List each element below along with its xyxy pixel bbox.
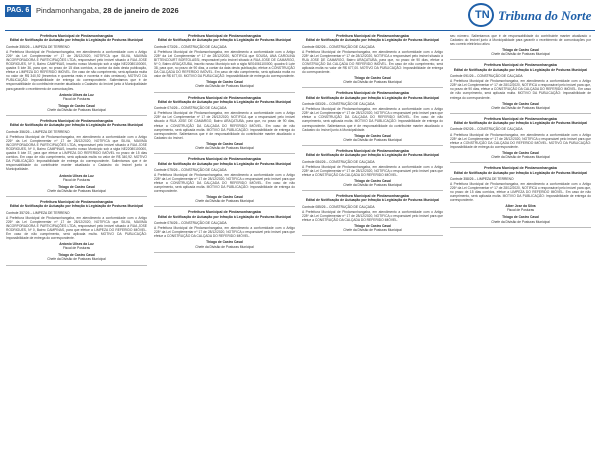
notice-title: Prefeitura Municipal de Pindamonhangaba [336,34,409,38]
notice-subtitle: Edital de Notificação de Autuação por Infração à Legislação de Posturas Municipal [453,170,588,175]
notice-subtitle: Edital de Notificação de Autuação por Infração à Legislação de Posturas Municipal [305,153,440,158]
notice-role: Chefe da Divisão de Posturas Municipal [195,84,254,89]
notice-subtitle: Edital de Notificação de Autuação por Infração à Legislação de Posturas Municipal [9,38,144,43]
notice [154,34,295,93]
notice-role: Chefe da Divisão de Posturas Municipal [491,52,550,57]
notice-signature: Antonio Ulises da Luz [59,173,94,178]
notice-title: Prefeitura Municipal de Pindamonhangaba [484,116,557,121]
notice [302,91,443,145]
notice-subtitle: Edital de Notificação de Autuação por Infração à Legislação de Posturas Municipal [305,38,440,43]
logo-text: Tribuna do Norte [498,8,592,23]
notice-body: A Prefeitura Municipal de Pindamonhangaba, em atendimento a conformidade com o Artigo 228º da Lei Complementar nº 17 de 28/12/2020, NOTIFICA o responsável pelo imóvel para que efetue a CONSTRUÇÃO DA CALÇADA DO REFERIDO IMÓVEL. [154,226,295,239]
notice-title: Prefeitura Municipal de Pindamonhangaba [336,148,409,153]
notice [450,117,591,163]
notice-role-2: Chefe da Divisão de Posturas Municipal [47,257,106,262]
notice [302,34,443,88]
notice-divider [450,59,591,60]
column-1 [6,34,147,448]
notice-subtitle: Edital de Notificação de Autuação por Infração à Legislação de Posturas Municipal [157,161,292,166]
notice-signature: Thiago de Castro Casal [502,150,539,155]
notice-body: A Prefeitura Municipal de Pindamonhangaba, em atendimento a conformidade com o Artigo 228º da Lei Complementar nº 17 de 28/12/2020, NOTIFICA o responsável pelo imóvel situado à RUA JOSE DE CAMARGO, Bairro ARAÇATUBA, para que, no prazo de 90 dias, efetue a CONSTRUÇÃO DA CALÇADA DO REFERIDO IMÓVEL. Em caso de não cumprimento, será aplicada multa no valor de R$ 677,00. MOTIVO DA PUBLICAÇÃO: Impossibilidade de entrega do correspondente. [302,49,443,75]
notice-divider [450,227,591,228]
notice-divider [450,162,591,163]
notice-divider [6,115,147,116]
notice-body: A Prefeitura Municipal de Pindamonhangaba, em atendimento a conformidade com o Artigo 228º da Lei Complementar nº 17 de 28/12/2020, NOTIFICA o responsável pelo imóvel para que, no prazo de 90 dias, efetue a CONSTRUÇÃO DA CALÇADA DO REFERIDO IMÓVEL. Em caso de não cumprimento, será aplicada multa. MOTIVO DA PUBLICAÇÃO: Impossibilidade de entrega do correspondente. [450,79,591,100]
notice-title: Prefeitura Municipal de Pindamonhangaba [336,194,409,199]
notice [450,34,591,60]
notice-control: Controle 074/26 – CONSTRUÇÃO DE CALÇADA [154,106,227,111]
notice-subtitle: Edital de Notificação de Autuação por Infração à Legislação de Posturas Municipal [157,214,292,219]
notice-signature-2: Thiago de Castro Casal [502,215,539,220]
notice-role: Chefe da Divisão de Posturas Municipal [195,146,254,150]
notice-signature: Thiago de Castro Casal [354,76,391,81]
column-2 [154,34,295,448]
notice-body: A Prefeitura Municipal de Pindamonhangaba, em atendimento a conformidade com o Artigo 228º da Lei Complementar nº 17 de 28/12/2020, NOTIFICA o responsável pelo imóvel para que efetue a CONSTRUÇÃO DA CALÇADA DO REFERIDO IMÓVEL. Em caso de não cumprimento, será aplicada multa. MOTIVO DA PUBLICAÇÃO: Impossibilidade de entrega do correspondente. Salientamos que é de responsabilidade do contribuinte manter atualizado o Cadastro do Imóvel junto à Municipalidade. [302,107,443,132]
notice [6,200,147,266]
notice-role: Chefe da Divisão de Posturas Municipal [491,155,550,159]
notice-role: Chefe da Divisão de Posturas Municipal [195,244,254,249]
notice-subtitle: Edital de Notificação de Autuação por Infração à Legislação de Posturas Municipal [305,95,440,100]
notice-subtitle: Edital de Notificação de Autuação por Infração à Legislação de Posturas Municipal [9,123,144,128]
notice-control: Controle 358/26 – LIMPEZA DE TERRENO [450,176,514,181]
notice-control: Controle 083/26 – CONSTRUÇÃO DE CALÇADA [302,102,375,107]
notice-title: Prefeitura Municipal de Pindamonhangaba [40,119,113,124]
notice-signature: Thiago de Castro Casal [206,80,243,85]
notice-title: Prefeitura Municipal de Pindamonhangaba [484,166,557,171]
notice-signature: Thiago de Castro Casal [206,141,243,146]
notice-subtitle: Edital de Notificação de Autuação por Infração à Legislação de Posturas Municipal [157,38,292,43]
notice-divider [154,153,295,154]
notice [6,34,147,116]
notice-divider [154,92,295,93]
notice-divider [302,87,443,88]
notice-signature: Antonio Ulises da Luz [59,242,94,247]
notice-signature: Alber Jose da Silva [505,204,536,209]
notice-signature-2: Thiago de Castro Casal [58,184,95,189]
notice-title: Prefeitura Municipal de Pindamonhangaba [188,95,261,100]
notice-role-2: Chefe da Divisão de Posturas Municipal [47,188,106,193]
page-number-badge: PAG. 6 [5,5,31,17]
edition-line [36,5,179,17]
notice-signature: Thiago de Castro Casal [502,101,539,106]
notice-title: Prefeitura Municipal de Pindamonhangaba [336,91,409,96]
notice-body: A Prefeitura Municipal de Pindamonhangaba, em atendimento a conformidade com o Artigo 228º da Lei Complementar nº 17 de 28/12/2020, NOTIFICA o responsável pelo imóvel para que efetue a CONSTRUÇÃO DA CALÇADA DO REFERIDO IMÓVEL. [302,209,443,222]
notice-role: Fiscal de Posturas [506,208,535,213]
notice-title: Prefeitura Municipal de Pindamonhangaba [40,199,113,204]
notice-control: Controle 355/26 – LIMPEZA DE TERRENO [6,44,70,49]
notice-divider [450,113,591,114]
notice-control: Controle 084/26 – CONSTRUÇÃO DE CALÇADA [302,159,375,164]
notice-signature-2: Thiago de Castro Casal [58,253,95,258]
notice-control: Controle 076/26 – CONSTRUÇÃO DE CALÇADA [154,221,227,226]
notice-signature: Thiago de Castro Casal [206,240,243,245]
notice-control: Controle 092/26 – CONSTRUÇÃO DE CALÇADA [450,127,523,132]
notice-divider [154,206,295,207]
notice-body: A Prefeitura Municipal de Pindamonhangaba, em atendimento a conformidade com o Artigo 228º da Lei Complementar nº 17 de 28/12/2020, NOTIFICA que SOUSA, ANA CAROLINA BITTENCOURT BORTOLASSI, responsável pelo imóvel situado à RUA JOSE DE CAMARGO, Nº 0, Bairro ARAÇATUBA, inscrito nosso Município sob a sigla NE04061100000, quadra 6 Lote 38, para que, no prazo de 90 dias, a contar da data desta publicação, efetue a CONSTRUÇÃO DA CALÇADA DO REFERIDO IMÓVEL. Em caso de não cumprimento, será aplicada multa no valor de R$ 677,00. MOTIVO DA PUBLICAÇÃO: Impossibilidade de entrega do correspondente. [154,49,295,79]
notice-subtitle: Edital de Notificação de Autuação por Infração à Legislação de Posturas Municipal [9,204,144,209]
notice-signature: Thiago de Castro Casal [354,178,391,183]
notice-subtitle: Edital de Notificação de Autuação por Infração à Legislação de Posturas Municipal [453,67,588,72]
notice [154,210,295,252]
notice-divider [154,252,295,253]
notice-signature: Thiago de Castro Casal [354,133,391,138]
notice-signature-2: Thiago de Castro Casal [58,103,95,108]
notice [302,194,443,236]
notice-title: Prefeitura Municipal de Pindamonhangaba [40,34,113,38]
notice-role: Fiscal de Posturas [62,177,91,182]
notice [154,157,295,207]
notice-body: A Prefeitura Municipal de Pindamonhangaba, em atendimento a conformidade com o Artigo 226º da Lei Complementar nº 17 de 28/12/2020, NOTIFICA que SILVA, MAXIMA INCORPORADORA E PARTICIPAÇÕES LTDA, responsável pelo imóvel situado à RUA JOSE RODRIGUES, Nº 0, Bairro CAMPINAS, inscrito nosso Município sob a sigla NE22080100000, quadra 5 lote 37, para que efetue a LIMPEZA DO REFERIDO IMÓVEL no prazo de 15 dias corridos. Em caso de não cumprimento, será aplicada multa no valor de R$ 340,92. MOTIVO DA PUBLICAÇÃO: Impossibilidade de entrega do correspondente. Salientamos que é de responsabilidade do contribuinte manter atualizado o Cadastro do Imóvel junto à Municipalidade. [6,134,147,172]
notice-divider [302,235,443,236]
notice-subtitle: Edital de Notificação de Autuação por Infração à Legislação de Posturas Municipal [453,121,588,126]
notice-subtitle: Edital de Notificação de Autuação por Infração à Legislação de Posturas Municipal [157,99,292,104]
notice-role: Chefe da Divisão de Posturas Municipal [195,199,254,204]
notice-body: A Prefeitura Municipal de Pindamonhangaba, em atendimento a conformidade com o Artigo 228º da Lei Complementar nº 17 de 28/12/2020, NOTIFICA o responsável pelo imóvel para que efetue a CONSTRUÇÃO DA CALÇADA DO REFERIDO IMÓVEL. MOTIVO DA PUBLICAÇÃO: Impossibilidade de entrega do correspondente. [450,132,591,149]
notice [450,166,591,228]
notice-body: A Prefeitura Municipal de Pindamonhangaba, em atendimento a conformidade com o Artigo 226º da Lei Complementar nº 17 de 28/12/2020, NOTIFICA que SILVA, MAXIMA INCORPORADORA E PARTICIPAÇÕES LTDA, responsável pelo imóvel situado à RUA JOSE RODRIGUES, Nº 0, Bairro CAMPINAS, inscrito nosso Município sob a sigla NE22080100000, quadra 5 lote 36, para que, no prazo de 15 dias corridos, a contar da data desta publicação, efetue a LIMPEZA DO REFERIDO IMÓVEL. Em caso de não cumprimento, será aplicada multa no valor de R$ 340,92 (trezentos e quarenta reais e noventa e dois centavos). MOTIVO DA PUBLICAÇÃO: Impossibilidade de entrega do correspondente. Salientamos que é de responsabilidade do contribuinte manter atualizado o Cadastro do Imóvel junto à Municipalidade para garantir o recebimento de comunicações. [6,49,147,91]
notice-title: Prefeitura Municipal de Pindamonhangaba [188,34,261,38]
notice-body: A Prefeitura Municipal de Pindamonhangaba, em atendimento a conformidade com o Artigo 228º da Lei Complementar nº 17 de 28/12/2020, NOTIFICA o responsável pelo imóvel para que efetue a CONSTRUÇÃO DA CALÇADA DO REFERIDO IMÓVEL. [302,164,443,177]
notice-role: Chefe da Divisão de Posturas Municipal [343,182,402,187]
notice-body: A Prefeitura Municipal de Pindamonhangaba, em atendimento a conformidade com o Artigo 228º da Lei Complementar nº 17 de 28/12/2020, NOTIFICA o responsável pelo imóvel para que efetue a CONSTRUÇÃO DA CALÇADA DO REFERIDO IMÓVEL. Em caso de não cumprimento, será aplicada multa. MOTIVO DA PUBLICAÇÃO: Impossibilidade de entrega do correspondente. [154,172,295,194]
notice-divider [302,145,443,146]
notice-divider [6,265,147,266]
notice-title: Prefeitura Municipal de Pindamonhangaba [188,210,261,215]
column-3 [302,34,443,448]
notice-title: Prefeitura Municipal de Pindamonhangaba [484,63,557,68]
newspaper-logo [468,3,594,29]
notice-control: Controle 085/26 – CONSTRUÇÃO DE CALÇADA [302,204,375,209]
notice-control: Controle 356/26 – LIMPEZA DE TERRENO [6,129,70,134]
notice-role: Fiscal de Posturas [62,246,91,251]
notice-subtitle: Edital de Notificação de Autuação por Infração à Legislação de Posturas Municipal [305,198,440,203]
notice-role: Fiscal de Posturas [62,96,91,101]
page-header [0,0,600,34]
notice-body: A Prefeitura Municipal de Pindamonhangaba, em atendimento a conformidade com o Artigo 226º da Lei Complementar nº 17 de 28/12/2020, NOTIFICA o responsável pelo imóvel para que, no prazo de 15 dias corridos, efetue a LIMPEZA DO REFERIDO IMÓVEL. Em caso de não cumprimento, será aplicada multa. MOTIVO DA PUBLICAÇÃO: Impossibilidade de entrega do correspondente. [450,181,591,203]
notice-role: Chefe da Divisão de Posturas Municipal [343,80,402,85]
notice [302,149,443,191]
notice-control: Controle 082/26 – CONSTRUÇÃO DE CALÇADA [302,44,375,49]
notice-signature: Thiago de Castro Casal [502,48,539,53]
notice [450,63,591,113]
notice [154,96,295,155]
edition-city: Pindamonhangaba, [36,6,102,15]
notice-role: Chefe da Divisão de Posturas Municipal [343,137,402,142]
notice-signature: Antonio Ulises da Luz [59,92,94,97]
column-4 [450,34,591,448]
notice-role-2: Chefe da Divisão de Posturas Municipal [491,219,550,224]
logo-mark-icon: TN [468,3,494,27]
notice-title: Prefeitura Municipal de Pindamonhangaba [188,157,261,162]
notice-signature: Thiago de Castro Casal [354,224,391,229]
notice-signature: Thiago de Castro Casal [206,195,243,200]
notice-role: Chefe da Divisão de Posturas Municipal [491,105,550,110]
notice-control: Controle 075/26 – CONSTRUÇÃO DE CALÇADA [154,167,227,172]
notice-divider [6,196,147,197]
notice [6,119,147,197]
notice-control: Controle 091/26 – CONSTRUÇÃO DE CALÇADA [450,74,523,79]
notice-divider [302,190,443,191]
notice-body: A Prefeitura Municipal de Pindamonhangaba, em atendimento a conformidade com o Artigo 228º da Lei Complementar nº 17 de 28/12/2020, NOTIFICA que o responsável pelo imóvel situado à RUA JOSE DE CAMARGO, Bairro ARAÇATUBA, para que, no prazo de 90 dias, efetue a CONSTRUÇÃO DA CALÇADA DO REFERIDO IMÓVEL. Em caso de não cumprimento, será aplicada multa. MOTIVO DA PUBLICAÇÃO: Impossibilidade de entrega do correspondente. Salientamos que é de responsabilidade do contribuinte manter atualizado o Cadastro do Imóvel. [154,111,295,140]
notice-role-2: Chefe da Divisão de Posturas Municipal [47,107,106,112]
edition-date: 28 de janeiro de 2026 [103,6,179,15]
notice-role: Chefe da Divisão de Posturas Municipal [343,228,402,233]
header-rule [5,30,595,31]
notice-body: seu número. Salientamos que é de responsabilidade do contribuinte manter atualizado o Cadastro do Imóvel junto à Municipalidade para garantir o recebimento de comunicações por seu correio eletrônico ativo. [450,34,591,47]
notice-body: A Prefeitura Municipal de Pindamonhangaba, em atendimento a conformidade com o Artigo 226º da Lei Complementar nº 17 de 28/12/2020, NOTIFICA que SILVA, MAXIMA INCORPORADORA E PARTICIPAÇÕES LTDA, responsável pelo imóvel situado à RUA JOSE RODRIGUES, Nº 0, Bairro CAMPINAS, para que efetue a LIMPEZA DO REFERIDO IMÓVEL. Em caso de não cumprimento, será aplicada multa. MOTIVO DA PUBLICAÇÃO: Impossibilidade de entrega do correspondente. [6,215,147,241]
notice-control: Controle 357/26 – LIMPEZA DE TERRENO [6,210,70,215]
notice-control: Controle 073/26 – CONSTRUÇÃO DE CALÇADA [154,44,227,49]
